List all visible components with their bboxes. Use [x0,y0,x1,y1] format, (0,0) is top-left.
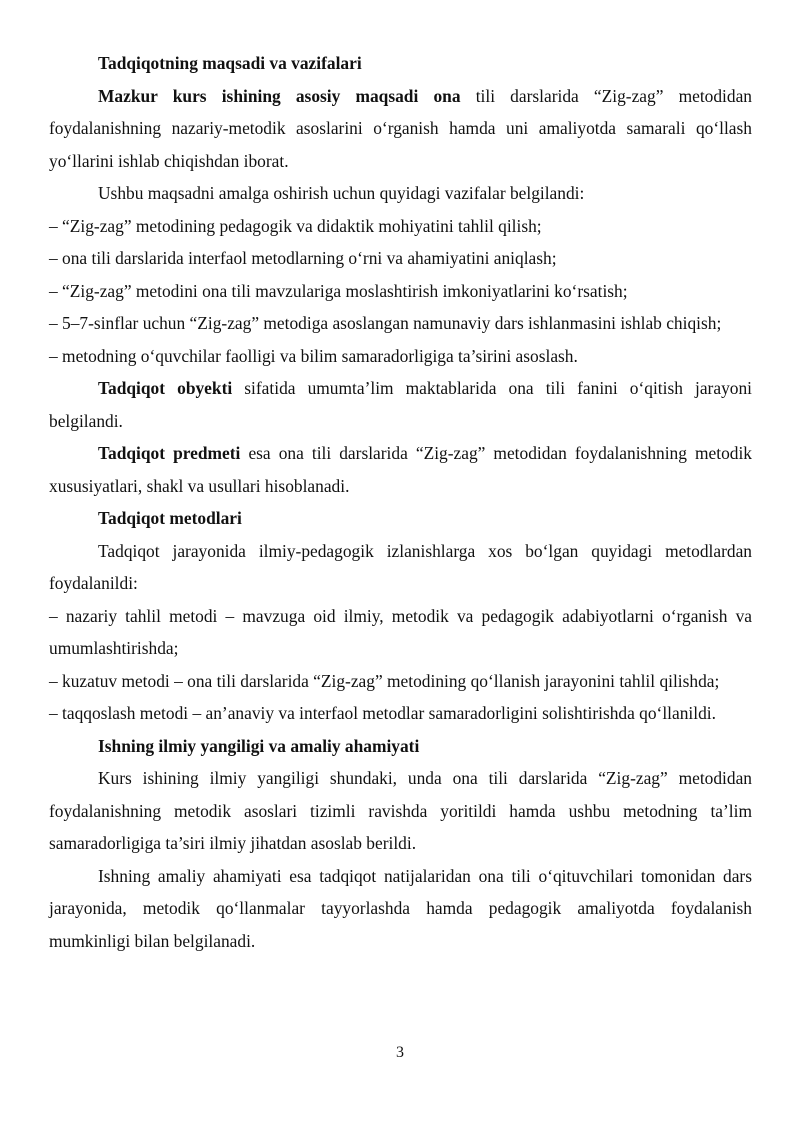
object-paragraph-bold: Tadqiqot obyekti [98,378,233,398]
tasks-intro: Ushbu maqsadni amalga oshirish uchun quyidagi vazifalar belgilandi: [98,183,585,203]
methods-intro: Tadqiqot jarayonida ilmiy-pedagogik izlanishlarga xos bo‘lgan quyidagi metodlardan foydalanildi: [49,540,752,593]
task-item: – “Zig-zag” metodining pedagogik va didaktik mohiyatini tahlil qilish; [49,215,542,236]
task-item: – “Zig-zag” metodini ona tili mavzulariga moslashtirish imkoniyatlarini ko‘rsatish; [49,280,628,301]
novelty-paragraph: Kurs ishining ilmiy yangiligi shundaki, unda ona tili darslarida “Zig-zag” metodidan foydalanishning metodik asoslari tizimli ravishda yoritildi hamda ushbu metodning ta’lim samaradorligiga ta’siri ilmiy jihatdan asoslab berildi. [49,768,752,853]
task-item: – metodning o‘quvchilar faolligi va bilim samaradorligiga ta’sirini asoslash. [49,345,578,366]
method-item: – nazariy tahlil metodi – mavzuga oid ilmiy, metodik va pedagogik adabiyotlarni o‘rganish va umumlashtirishda; [49,605,752,658]
method-item: – kuzatuv metodi – ona tili darslarida “Zig-zag” metodining qo‘llanish jarayonini tahlil qilishda; [49,670,720,691]
task-item: – 5–7-sinflar uchun “Zig-zag” metodiga asoslangan namunaviy dars ishlanmasini ishlab chiqish; [49,313,722,333]
object-paragraph-text: sifatida umumta’lim maktablarida ona tili fanini o‘qitish jarayoni belgilandi. [49,378,752,431]
goal-paragraph [49,80,752,178]
section-heading-goals: Tadqiqotning maqsadi va vazifalari [98,53,362,73]
section-heading-methods: Tadqiqot metodlari [98,508,242,528]
subject-paragraph [49,437,752,502]
task-item: – ona tili darslarida interfaol metodlarning o‘rni va ahamiyatini aniqlash; [49,248,557,268]
goal-paragraph-bold: Mazkur kurs ishining asosiy maqsadi ona [98,85,461,106]
object-paragraph [49,372,752,437]
method-item: – taqqoslash metodi – an’anaviy va interfaol metodlar samaradorligini solishtirishda qo‘llanildi. [49,703,716,723]
subject-paragraph-text: esa ona tili darslarida “Zig-zag” metodidan foydalanishning metodik xususiyatlari, shakl va usullari hisoblanadi. [49,443,752,496]
document-page [49,47,752,957]
page-number: 3 [396,1044,404,1061]
practical-paragraph: Ishning amaliy ahamiyati esa tadqiqot natijalaridan ona tili o‘qituvchilari tomonidan dars jarayonida, metodik qo‘llanmalar tayyorlashda hamda pedagogik amaliyotda foydalanish mumkinligi bilan belgilanadi. [49,865,752,951]
goal-paragraph-text: tili darslarida “Zig-zag” metodidan foydalanishning nazariy-metodik asoslarini o‘rganish hamda uni amaliyotda samarali qo‘llash yo‘llarini ishlab chiqishdan iborat. [49,85,752,171]
subject-paragraph-bold: Tadqiqot predmeti [98,443,241,463]
section-heading-novelty: Ishning ilmiy yangiligi va amaliy ahamiyati [98,735,420,756]
